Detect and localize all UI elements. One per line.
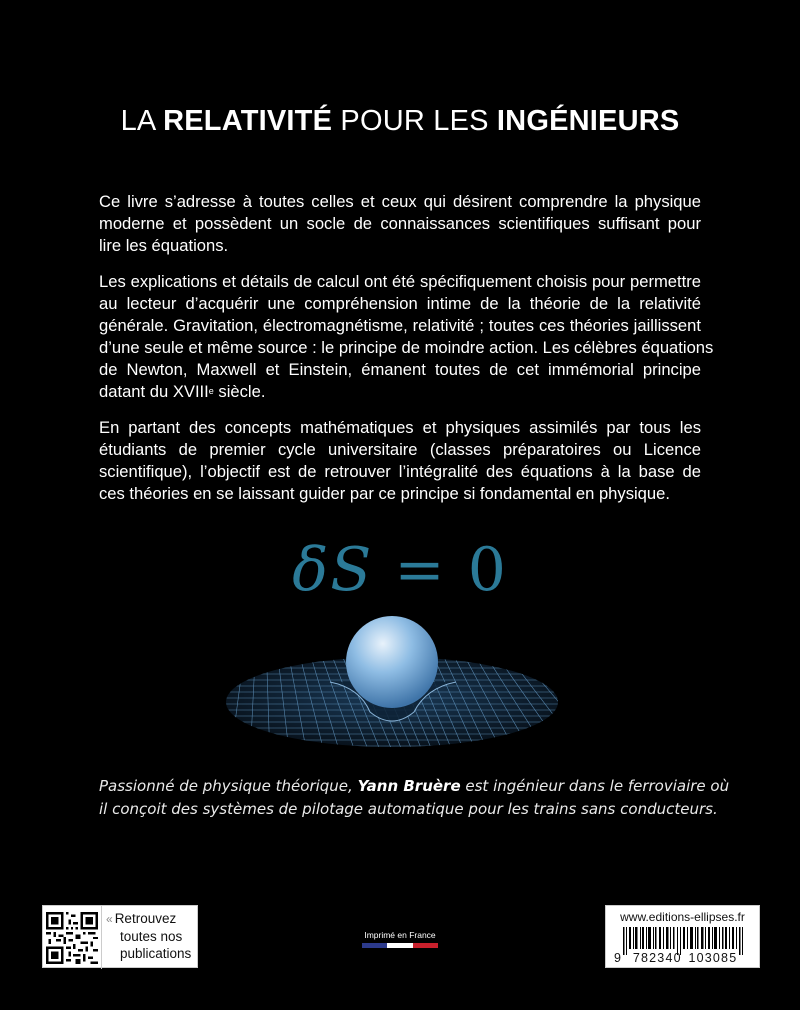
author-bio — [99, 775, 730, 821]
qr-code-icon[interactable] — [43, 906, 102, 969]
title-ingenieurs: INGÉNIEURS — [496, 105, 680, 138]
isbn-group-2: 103085 — [688, 951, 738, 965]
qr-caption-line-2: toutes nos — [120, 929, 183, 944]
text-line: de Newton, Maxwell et Einstein, émanent toutes de cet immémorial principe — [99, 360, 701, 379]
text-line: au lecteur d’acquérir une compréhension intime de la théorie de la relativité — [99, 294, 701, 313]
paragraph-explanations — [99, 271, 714, 403]
spacetime-curvature-illustration — [220, 600, 580, 760]
title-relativite: RELATIVITÉ — [163, 105, 333, 138]
text-line: moderne et possèdent un socle de connaissances scientifiques suffisant pour — [99, 214, 701, 233]
isbn-group-1: 782340 — [632, 951, 682, 965]
title-part-3: POUR LES — [332, 105, 497, 138]
bio-text: est ingénieur dans le ferroviaire où — [460, 777, 730, 795]
paragraph-approach — [99, 417, 701, 505]
century-superscript: e — [208, 386, 214, 396]
isbn-first-digit: 9 — [614, 951, 623, 965]
flag-blue — [362, 943, 387, 948]
title-part-1: LA — [120, 105, 164, 138]
chevron-left-icon: « — [106, 912, 113, 926]
book-title — [0, 105, 800, 138]
century-prefix: datant du XVIII — [99, 382, 209, 401]
bio-line-1 — [99, 775, 730, 798]
isbn-barcode-box — [605, 905, 760, 968]
qr-caption — [102, 906, 197, 967]
text-line: étudiants de premier cycle universitaire (classes préparatoires ou Licence — [99, 440, 701, 459]
qr-publications-box[interactable] — [42, 905, 198, 968]
text-line: Les explications et détails de calcul ont été spécifiquement choisis pour permettre — [99, 272, 701, 291]
imprint-text: Imprimé en France — [364, 930, 436, 940]
least-action-equation — [0, 535, 800, 605]
equation-lhs: δS — [292, 535, 374, 605]
text-line: lire les équations. — [99, 236, 229, 255]
publisher-url-link[interactable]: www.editions-ellipses.fr — [620, 910, 745, 924]
french-flag-icon — [362, 943, 438, 948]
equation-operator: = — [373, 535, 468, 605]
qr-caption-line-3: publications — [120, 946, 192, 961]
text-line: En partant des concepts mathématiques et physiques assimilés par tous les — [99, 418, 701, 437]
printed-in-france-label — [360, 930, 440, 948]
text-line: Ce livre s’adresse à toutes celles et ceux qui désirent comprendre la physique — [99, 192, 701, 211]
flag-red — [413, 943, 438, 948]
bio-line-2: il conçoit des systèmes de pilotage automatique pour les trains sans conducteurs. — [99, 800, 718, 818]
flag-white — [387, 943, 412, 948]
paragraph-intro — [99, 191, 701, 257]
qr-caption-line-1: Retrouvez — [114, 911, 177, 926]
text-line: ces théories en se laissant guider par ce principe si fondamental en physique. — [99, 484, 670, 503]
author-name: Yann Bruère — [357, 777, 461, 795]
text-line: d’une seule et même source : le principe de moindre action. Les célèbres équations — [99, 338, 714, 357]
bio-text: Passionné de physique théorique, — [99, 777, 358, 795]
equation-rhs: 0 — [467, 535, 508, 605]
text-line: scientifique), l’objectif est de retrouver l’intégralité des équations à la base de — [99, 462, 701, 481]
isbn-number — [614, 951, 737, 965]
century-suffix: siècle. — [213, 382, 266, 401]
text-line: générale. Gravitation, électromagnétisme, relativité ; toutes ces théories jaillissent — [99, 316, 701, 335]
text-line — [99, 381, 701, 403]
sphere-on-grid-icon — [220, 600, 580, 760]
